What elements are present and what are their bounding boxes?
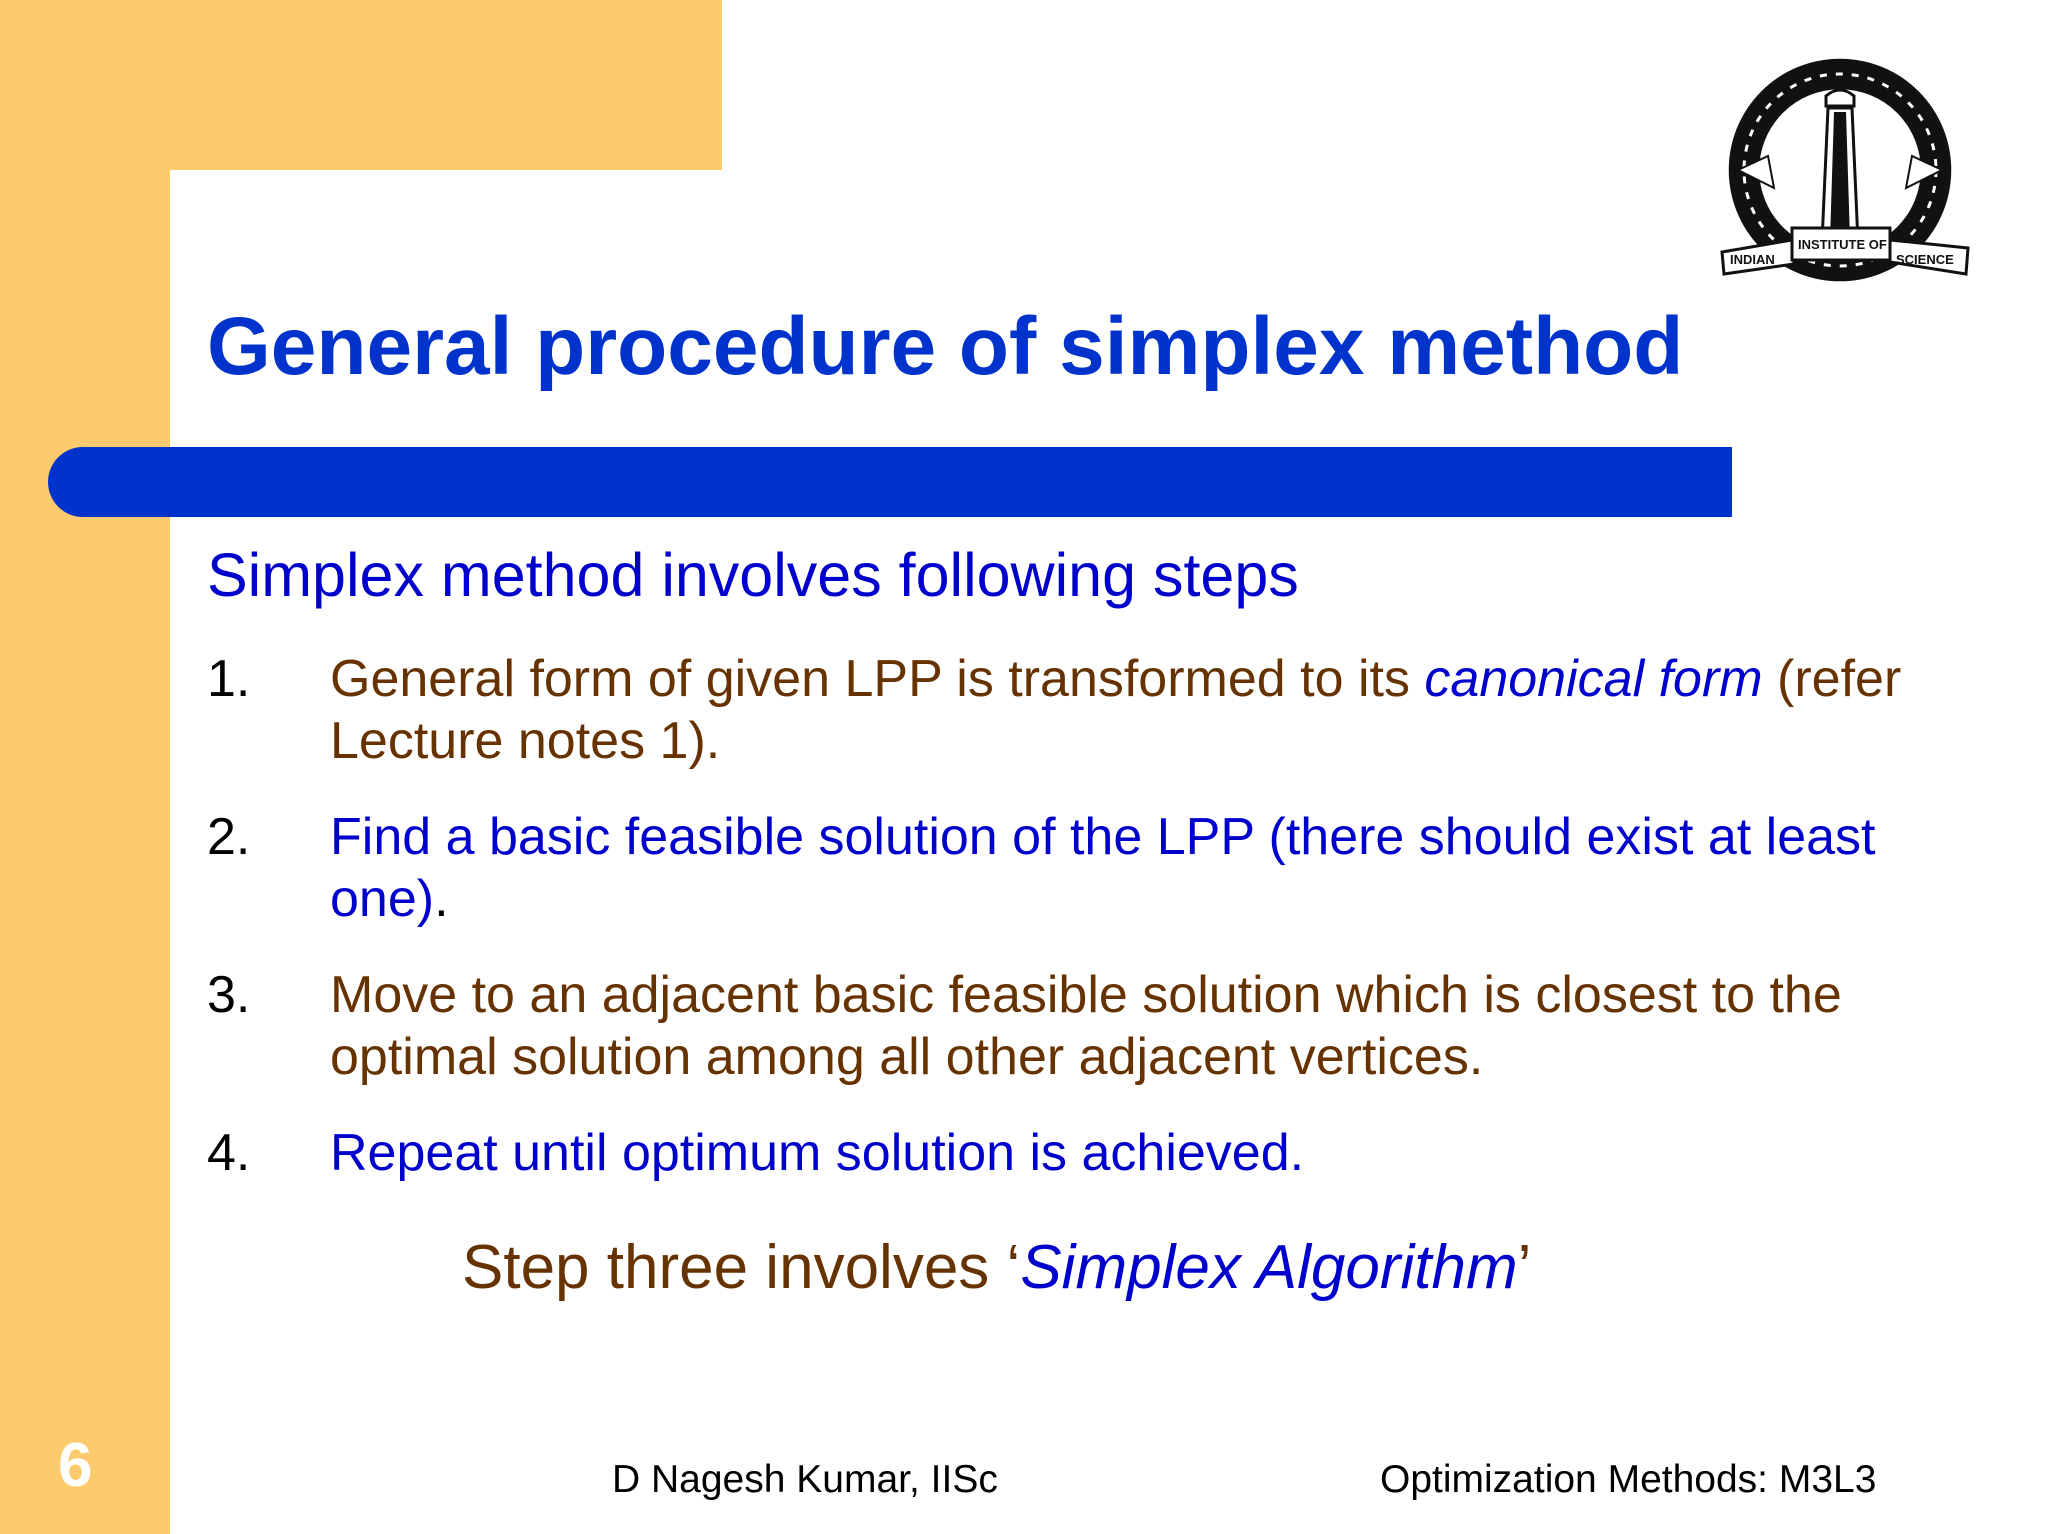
step-text-part: Find a basic feasible solution of the LPP (there should exist at least one)	[330, 808, 1876, 928]
step-number: 4.	[207, 1124, 251, 1182]
iisc-emblem-icon	[1718, 52, 1976, 300]
conclusion-emphasis: Simplex Algorithm	[1020, 1233, 1518, 1302]
steps-heading: Simplex method involves following steps	[207, 541, 1299, 609]
step-emphasis: canonical form	[1424, 650, 1763, 708]
footer-author: D Nagesh Kumar, IISc	[612, 1458, 998, 1501]
step-text	[330, 648, 1930, 772]
logo-word-indian: INDIAN	[1730, 252, 1775, 267]
logo-word-science: SCIENCE	[1896, 252, 1954, 267]
left-accent-band	[0, 0, 170, 1534]
logo-word-institute: INSTITUTE OF	[1798, 237, 1887, 252]
step-text-part: .	[434, 870, 449, 928]
conclusion-prefix: Step three involves ‘	[462, 1233, 1021, 1302]
step-item-4	[207, 1122, 1930, 1184]
step-number: 1.	[207, 650, 251, 708]
step-text-part: Move to an adjacent basic feasible solution which is closest to the optimal solution among all other adjacent vertices.	[330, 966, 1842, 1086]
step-text-part: (refer Lecture notes 1).	[330, 650, 1902, 770]
step-text-part: Repeat until optimum solution is achieved.	[330, 1124, 1305, 1182]
slide-title: General procedure of simplex method	[207, 301, 1684, 392]
conclusion-suffix: ’	[1517, 1233, 1532, 1302]
footer-course: Optimization Methods: M3L3	[1380, 1458, 1877, 1501]
step-text-part: General form of given LPP is transformed to its	[330, 650, 1425, 708]
title-underline-bar	[48, 447, 1732, 517]
step-number: 3.	[207, 966, 251, 1024]
step-item-1	[207, 648, 1930, 772]
step-text	[330, 964, 1930, 1088]
conclusion-line	[462, 1232, 1531, 1303]
step-text	[330, 806, 1930, 930]
step-item-3	[207, 964, 1930, 1088]
top-accent-band	[0, 0, 722, 170]
slide-number: 6	[58, 1431, 93, 1500]
step-text	[330, 1122, 1930, 1184]
step-number: 2.	[207, 808, 251, 866]
step-item-2	[207, 806, 1930, 930]
